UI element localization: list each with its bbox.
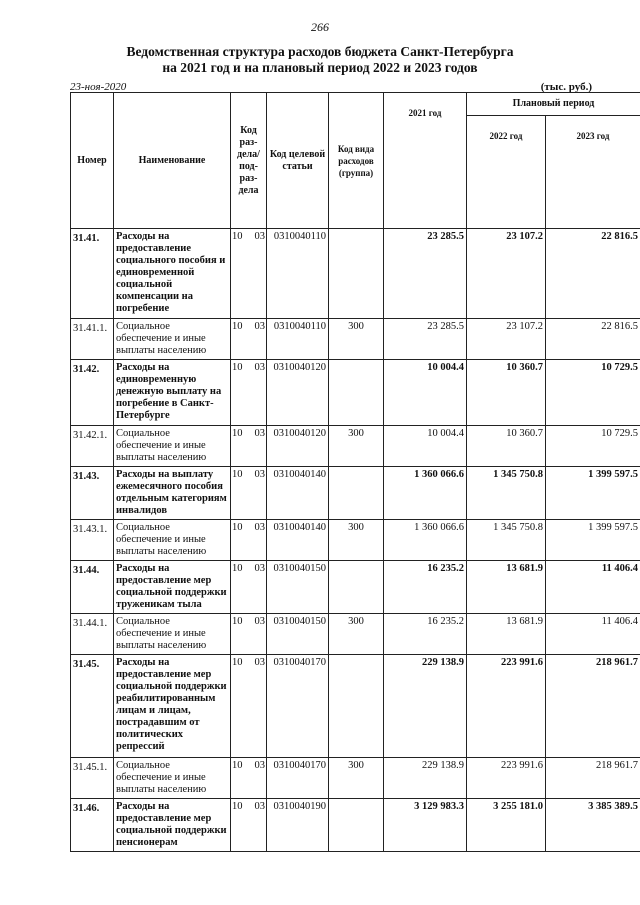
row-section <box>231 360 267 426</box>
table-row <box>71 799 640 852</box>
row-value-2022: 10 360.7 <box>467 360 546 426</box>
row-number: 31.42. <box>71 360 114 426</box>
row-value-2023: 11 406.4 <box>546 614 640 655</box>
table-row <box>71 319 640 360</box>
row-value-2022: 23 107.2 <box>467 319 546 360</box>
row-number: 31.46. <box>71 799 114 852</box>
row-section-code: 10 <box>232 362 243 373</box>
row-number: 31.45.1. <box>71 758 114 799</box>
row-value-2022: 10 360.7 <box>467 426 546 467</box>
row-number: 31.42.1. <box>71 426 114 467</box>
row-number: 31.43.1. <box>71 520 114 561</box>
table-row <box>71 520 640 561</box>
row-target-code: 0310040150 <box>267 561 329 614</box>
row-section <box>231 614 267 655</box>
row-value-2022: 223 991.6 <box>467 758 546 799</box>
table-body <box>71 229 640 852</box>
row-subsection-code: 03 <box>254 801 265 812</box>
row-section-code: 10 <box>232 657 243 668</box>
units-label: (тыс. руб.) <box>540 81 592 93</box>
row-section-code: 10 <box>232 428 243 439</box>
row-section <box>231 520 267 561</box>
row-subsection-code: 03 <box>254 563 265 574</box>
row-expense-type: 300 <box>329 319 384 360</box>
row-subsection-code: 03 <box>254 231 265 242</box>
row-target-code: 0310040150 <box>267 614 329 655</box>
row-section-code: 10 <box>232 321 243 332</box>
row-value-2021: 23 285.5 <box>384 319 467 360</box>
header-target: Код целевой статьи <box>267 93 329 229</box>
row-name: Социальное обеспечение и иные выплаты населению <box>114 426 231 467</box>
header-planned-period: Плановый период <box>467 93 640 116</box>
table-row <box>71 561 640 614</box>
row-section <box>231 561 267 614</box>
row-value-2023: 1 399 597.5 <box>546 467 640 520</box>
row-section <box>231 799 267 852</box>
table-row <box>71 655 640 758</box>
row-value-2022: 1 345 750.8 <box>467 520 546 561</box>
header-expense-type: Код вида расходов (группа) <box>329 93 384 229</box>
row-value-2021: 229 138.9 <box>384 758 467 799</box>
row-expense-type: 300 <box>329 426 384 467</box>
title-line-1: Ведомственная структура расходов бюджета Санкт-Петербурга <box>126 44 514 59</box>
row-section <box>231 467 267 520</box>
row-section-code: 10 <box>232 801 243 812</box>
row-name: Социальное обеспечение и иные выплаты населению <box>114 520 231 561</box>
row-name: Социальное обеспечение и иные выплаты населению <box>114 614 231 655</box>
row-value-2021: 229 138.9 <box>384 655 467 758</box>
row-section <box>231 655 267 758</box>
row-value-2022: 13 681.9 <box>467 561 546 614</box>
row-name: Расходы на предоставление мер социальной поддержки труженикам тыла <box>114 561 231 614</box>
row-value-2021: 3 129 983.3 <box>384 799 467 852</box>
row-number: 31.41.1. <box>71 319 114 360</box>
table-row <box>71 360 640 426</box>
row-value-2021: 16 235.2 <box>384 561 467 614</box>
row-name: Расходы на предоставление мер социальной поддержки пенсионерам <box>114 799 231 852</box>
row-subsection-code: 03 <box>254 321 265 332</box>
header-number: Номер <box>71 93 114 229</box>
row-target-code: 0310040170 <box>267 655 329 758</box>
row-value-2023: 1 399 597.5 <box>546 520 640 561</box>
row-subsection-code: 03 <box>254 362 265 373</box>
header-2022: 2022 год <box>467 116 546 229</box>
row-name: Расходы на единовременную денежную выплату на погребение в Санкт-Петербурге <box>114 360 231 426</box>
row-section <box>231 426 267 467</box>
row-target-code: 0310040120 <box>267 426 329 467</box>
row-name: Социальное обеспечение и иные выплаты населению <box>114 319 231 360</box>
row-name: Расходы на выплату ежемесячного пособия отдельным категориям инвалидов <box>114 467 231 520</box>
row-number: 31.44.1. <box>71 614 114 655</box>
table-row <box>71 229 640 319</box>
row-value-2022: 23 107.2 <box>467 229 546 319</box>
row-number: 31.44. <box>71 561 114 614</box>
row-value-2021: 16 235.2 <box>384 614 467 655</box>
row-subsection-code: 03 <box>254 616 265 627</box>
row-name: Расходы на предоставление социального пособия и единовременной социальной компенсации на погребение <box>114 229 231 319</box>
row-target-code: 0310040110 <box>267 229 329 319</box>
row-number: 31.43. <box>71 467 114 520</box>
row-section-code: 10 <box>232 760 243 771</box>
row-value-2023: 22 816.5 <box>546 319 640 360</box>
row-subsection-code: 03 <box>254 760 265 771</box>
row-expense-type: 300 <box>329 520 384 561</box>
row-value-2023: 10 729.5 <box>546 426 640 467</box>
header-2021: 2021 год <box>384 93 467 229</box>
row-name: Социальное обеспечение и иные выплаты населению <box>114 758 231 799</box>
table-row <box>71 467 640 520</box>
row-value-2021: 1 360 066.6 <box>384 467 467 520</box>
row-subsection-code: 03 <box>254 428 265 439</box>
row-expense-type: 300 <box>329 758 384 799</box>
row-value-2023: 218 961.7 <box>546 655 640 758</box>
row-value-2023: 3 385 389.5 <box>546 799 640 852</box>
row-target-code: 0310040140 <box>267 467 329 520</box>
row-value-2023: 10 729.5 <box>546 360 640 426</box>
budget-table <box>70 92 640 852</box>
row-value-2021: 10 004.4 <box>384 426 467 467</box>
row-name: Расходы на предоставление мер социальной поддержки реабилитированным лицам и лицам, пострадавшим от политических репрессий <box>114 655 231 758</box>
row-value-2022: 3 255 181.0 <box>467 799 546 852</box>
row-section-code: 10 <box>232 616 243 627</box>
row-value-2022: 1 345 750.8 <box>467 467 546 520</box>
row-target-code: 0310040120 <box>267 360 329 426</box>
title-line-2: на 2021 год и на плановый период 2022 и 2023 годов <box>162 60 478 75</box>
row-value-2023: 11 406.4 <box>546 561 640 614</box>
row-target-code: 0310040110 <box>267 319 329 360</box>
row-expense-type: 300 <box>329 614 384 655</box>
page-number: 266 <box>311 20 329 34</box>
document-date: 23-ноя-2020 <box>70 81 127 93</box>
table-row <box>71 758 640 799</box>
row-value-2022: 223 991.6 <box>467 655 546 758</box>
row-expense-type <box>329 799 384 852</box>
row-expense-type <box>329 360 384 426</box>
document-title <box>0 44 640 76</box>
row-section <box>231 758 267 799</box>
table-row <box>71 426 640 467</box>
row-value-2023: 22 816.5 <box>546 229 640 319</box>
row-expense-type <box>329 229 384 319</box>
row-number: 31.45. <box>71 655 114 758</box>
row-target-code: 0310040140 <box>267 520 329 561</box>
row-target-code: 0310040190 <box>267 799 329 852</box>
row-section <box>231 319 267 360</box>
row-value-2021: 1 360 066.6 <box>384 520 467 561</box>
row-subsection-code: 03 <box>254 522 265 533</box>
row-number: 31.41. <box>71 229 114 319</box>
row-section-code: 10 <box>232 522 243 533</box>
row-subsection-code: 03 <box>254 469 265 480</box>
table-row <box>71 614 640 655</box>
header-name: Наименование <box>114 93 231 229</box>
row-target-code: 0310040170 <box>267 758 329 799</box>
row-subsection-code: 03 <box>254 657 265 668</box>
header-section: Код раз-дела/ под-раз-дела <box>231 93 267 229</box>
row-value-2021: 23 285.5 <box>384 229 467 319</box>
row-value-2023: 218 961.7 <box>546 758 640 799</box>
row-section-code: 10 <box>232 231 243 242</box>
row-expense-type <box>329 467 384 520</box>
row-expense-type <box>329 561 384 614</box>
row-section <box>231 229 267 319</box>
row-section-code: 10 <box>232 563 243 574</box>
header-2023: 2023 год <box>546 116 640 229</box>
row-value-2021: 10 004.4 <box>384 360 467 426</box>
row-expense-type <box>329 655 384 758</box>
row-section-code: 10 <box>232 469 243 480</box>
row-value-2022: 13 681.9 <box>467 614 546 655</box>
